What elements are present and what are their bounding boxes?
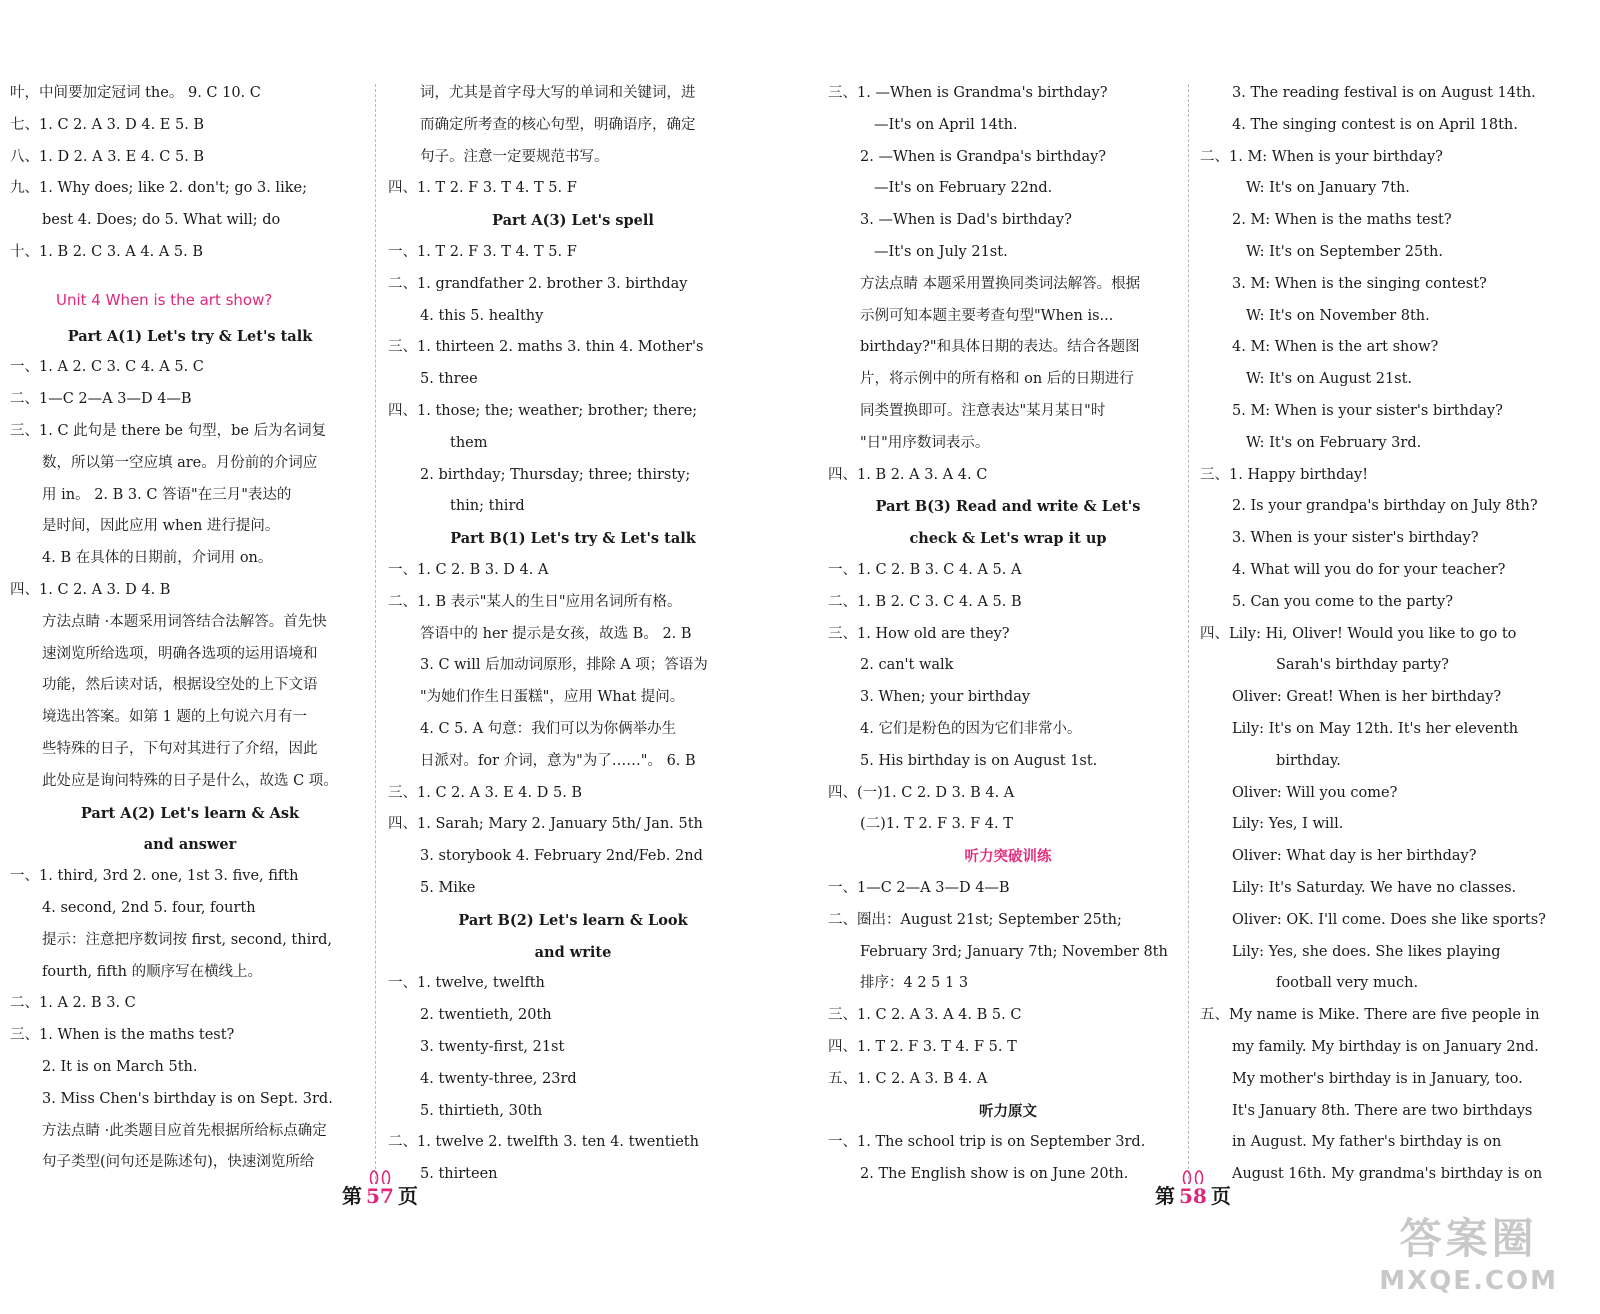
text-line: 2. —When is Grandpa's birthday? xyxy=(860,148,1107,165)
text-line: 四、Lily: Hi, Oliver! Would you like to go to xyxy=(1200,625,1517,642)
text-line: 4. M: When is the art show? xyxy=(1232,339,1439,356)
method-tip: 方法点睛 ·本题采用词答结合法解答。首先快 xyxy=(42,613,327,630)
text-line: 4. The singing contest is on April 18th. xyxy=(1232,116,1518,133)
column-2 xyxy=(388,78,758,1191)
text-line: 2. The English show is on June 20th. xyxy=(860,1166,1129,1183)
text-line: 提示：注意把序数词按 first, second, third, xyxy=(42,931,333,948)
column-divider xyxy=(375,84,376,1184)
text-line: 5. three xyxy=(420,371,478,388)
text-line: 3. —When is Dad's birthday? xyxy=(860,212,1072,229)
text-line: 是时间，因此应用 when 进行提问。 xyxy=(42,518,280,535)
text-line: It's January 8th. There are two birthdays xyxy=(1232,1102,1533,1119)
text-line: 5. thirteen xyxy=(420,1166,498,1183)
text-line: 4. 它们是粉色的因为它们非常小。 xyxy=(860,720,1082,737)
text-line: 2. It is on March 5th. xyxy=(42,1058,198,1075)
text-line: Lily: Yes, I will. xyxy=(1232,816,1344,833)
section-heading: check & Let's wrap it up xyxy=(909,530,1107,548)
text-line: August 16th. My grandma's birthday is on xyxy=(1232,1166,1543,1183)
section-heading: Part B(2) Let's learn & Look xyxy=(458,911,688,929)
page-label-pre: 第 xyxy=(342,1184,362,1208)
text-line: 3. The reading festival is on August 14th. xyxy=(1232,85,1536,101)
text-line: 3. storybook 4. February 2nd/Feb. 2nd xyxy=(420,848,703,865)
text-line: 词，尤其是首字母大写的单词和关键词，进 xyxy=(420,85,696,101)
page-number-value xyxy=(366,1184,394,1208)
text-line: 片，将示例中的所有格和 on 后的日期进行 xyxy=(860,371,1134,388)
text-line: W: It's on February 3rd. xyxy=(1246,434,1422,451)
text-line: 3. Miss Chen's birthday is on Sept. 3rd. xyxy=(42,1090,333,1107)
text-line: 二、1. A 2. B 3. C xyxy=(10,995,136,1012)
text-line: 答语中的 her 提示是女孩，故选 B。 2. B xyxy=(420,625,692,642)
text-line: 三、1. C 2. A 3. A 4. B 5. C xyxy=(828,1007,1022,1024)
text-line: 3. twenty-first, 21st xyxy=(420,1038,565,1055)
text-line: W: It's on August 21st. xyxy=(1246,371,1413,388)
section-heading: 听力原文 xyxy=(979,1102,1037,1120)
text-line: 一、1. twelve, twelfth xyxy=(388,975,545,992)
section-heading: Part A(3) Let's spell xyxy=(492,212,654,230)
text-line: 2. Is your grandpa's birthday on July 8th? xyxy=(1232,498,1538,515)
page-number xyxy=(1155,1180,1231,1209)
text-line: 2. can't walk xyxy=(860,657,954,674)
text-line: 排序：4 2 5 1 3 xyxy=(860,975,969,992)
text-line: 一、1. third, 3rd 2. one, 1st 3. five, fifth xyxy=(10,868,299,885)
text-line: 句子。注意一定要规范书写。 xyxy=(420,148,609,165)
text-line: 八、1. D 2. A 3. E 4. C 5. B xyxy=(10,148,205,165)
text-line: 一、1. T 2. F 3. T 4. T 5. F xyxy=(388,243,577,260)
text-line: 3. M: When is the singing contest? xyxy=(1232,275,1487,292)
text-line: 句子类型(问句还是陈述句)，快速浏览所给 xyxy=(42,1154,315,1171)
text-line: (二)1. T 2. F 3. F 4. T xyxy=(860,816,1013,833)
text-line: best 4. Does; do 5. What will; do xyxy=(42,212,281,229)
section-heading: and write xyxy=(534,943,612,961)
page-number xyxy=(342,1180,418,1209)
text-line: 境选出答案。如第 1 题的上句说六月有一 xyxy=(42,709,307,726)
page-label-post: 页 xyxy=(1210,1184,1231,1208)
text-line: W: It's on November 8th. xyxy=(1246,307,1430,324)
section-heading: Part B(1) Let's try & Let's talk xyxy=(450,530,696,548)
text-line: 5. His birthday is on August 1st. xyxy=(860,752,1098,769)
text-line: 九、1. Why does; like 2. don't; go 3. like; xyxy=(10,180,307,197)
column-4 xyxy=(1200,78,1570,1191)
text-line: 数，所以第一空应填 are。月份前的介词应 xyxy=(42,454,318,471)
text-line: 示例可知本题主要考查句型"When is... xyxy=(860,307,1114,324)
text-line: 5. Mike xyxy=(420,879,476,896)
text-line: 四、1. those; the; weather; brother; there; xyxy=(388,402,698,419)
text-line: 四、1. C 2. A 3. D 4. B xyxy=(10,581,171,598)
section-heading: Part A(2) Let's learn & Ask xyxy=(80,804,300,822)
text-line: birthday. xyxy=(1276,752,1341,769)
text-line: 二、1. twelve 2. twelfth 3. ten 4. twentieth xyxy=(388,1134,699,1151)
text-line: 5. thirtieth, 30th xyxy=(420,1102,543,1119)
text-line: 4. twenty-three, 23rd xyxy=(420,1070,577,1087)
text-line: 些特殊的日子，下句对其进行了介绍，因此 xyxy=(42,740,318,757)
text-line: 4. B 在具体的日期前，介词用 on。 xyxy=(42,550,273,567)
text-line: 2. birthday; Thursday; three; thirsty; xyxy=(420,466,691,483)
text-line: 一、1. The school trip is on September 3rd. xyxy=(828,1134,1146,1151)
text-line: 七、1. C 2. A 3. D 4. E 5. B xyxy=(10,116,205,133)
text-line: 3. When; your birthday xyxy=(860,689,1031,706)
text-line: February 3rd; January 7th; November 8th xyxy=(860,943,1168,960)
page-label-pre: 第 xyxy=(1155,1184,1175,1208)
text-line: W: It's on January 7th. xyxy=(1246,180,1410,197)
method-tip: 方法点睛 ·此类题目应首先根据所给标点确定 xyxy=(42,1122,327,1139)
column-divider xyxy=(1188,84,1189,1184)
text-line: 一、1. C 2. B 3. C 4. A 5. A xyxy=(828,561,1022,578)
text-line: 叶，中间要加定冠词 the。 9. C 10. C xyxy=(10,85,261,101)
method-tip: 方法点睛 本题采用置换同类词法解答。根据 xyxy=(860,275,1141,292)
text-line: 三、1. Happy birthday! xyxy=(1200,466,1369,483)
section-heading: Part A(1) Let's try & Let's talk xyxy=(67,327,313,345)
text-line: Lily: It's on May 12th. It's her eleventh xyxy=(1232,720,1519,737)
text-line: 三、1. When is the maths test? xyxy=(10,1027,235,1044)
text-line: —It's on April 14th. xyxy=(874,116,1018,133)
text-line: 3. When is your sister's birthday? xyxy=(1232,530,1479,547)
text-line: 四、1. T 2. F 3. T 4. F 5. T xyxy=(828,1038,1017,1055)
text-line: "为她们作生日蛋糕"，应用 What 提问。 xyxy=(420,689,685,706)
text-line: 4. C 5. A 句意：我们可以为你俩举办生 xyxy=(420,720,677,737)
column-1 xyxy=(10,78,370,1179)
text-line: Oliver: Great! When is her birthday? xyxy=(1232,689,1502,706)
text-line: 5. Can you come to the party? xyxy=(1232,593,1453,610)
text-line: Sarah's birthday party? xyxy=(1276,657,1449,674)
bunny-ears-icon xyxy=(366,1170,394,1184)
text-line: 2. twentieth, 20th xyxy=(420,1007,552,1024)
text-line: 功能，然后读对话，根据设空处的上下文语 xyxy=(42,677,318,694)
listening-heading: 听力突破训练 xyxy=(964,848,1052,866)
text-line: 十、1. B 2. C 3. A 4. A 5. B xyxy=(10,243,204,260)
text-line: 三、1. —When is Grandma's birthday? xyxy=(828,85,1108,101)
page-number-text: 58 xyxy=(1179,1184,1207,1208)
text-line: thin; third xyxy=(450,498,525,515)
text-line: 2. M: When is the maths test? xyxy=(1232,212,1452,229)
text-line: "日"用序数词表示。 xyxy=(860,434,990,451)
text-line: 同类置换即可。注意表达"某月某日"时 xyxy=(860,402,1106,419)
text-line: 3. C will 后加动词原形，排除 A 项；答语为 xyxy=(420,657,708,674)
text-line: 四、1. Sarah; Mary 2. January 5th/ Jan. 5th xyxy=(388,816,703,833)
text-line: 4. What will you do for your teacher? xyxy=(1232,561,1506,578)
text-line: my family. My birthday is on January 2nd. xyxy=(1232,1038,1539,1055)
text-line: them xyxy=(450,434,488,451)
text-line: —It's on July 21st. xyxy=(874,243,1008,260)
column-3 xyxy=(828,78,1188,1191)
watermark-url: MXQE.COM xyxy=(1379,1266,1558,1296)
text-line: Lily: It's Saturday. We have no classes. xyxy=(1232,879,1517,896)
text-line: birthday?"和具体日期的表达。结合各题图 xyxy=(860,339,1140,356)
text-line: football very much. xyxy=(1276,975,1419,992)
text-line: 此处应是询问特殊的日子是什么，故选 C 项。 xyxy=(42,772,338,789)
text-line: 三、1. thirteen 2. maths 3. thin 4. Mother's xyxy=(388,339,704,356)
text-line: Lily: Yes, she does. She likes playing xyxy=(1232,943,1501,960)
text-line: 二、1. B 2. C 3. C 4. A 5. B xyxy=(828,593,1022,610)
text-line: 一、1. A 2. C 3. C 4. A 5. C xyxy=(10,359,204,376)
text-line: 二、1. B 表示"某人的生日"应用名词所有格。 xyxy=(388,593,682,610)
text-line: 二、1—C 2—A 3—D 4—B xyxy=(10,391,192,408)
text-line: 四、1. T 2. F 3. T 4. T 5. F xyxy=(388,180,577,197)
text-line: W: It's on September 25th. xyxy=(1246,243,1443,260)
text-line: 二、1. M: When is your birthday? xyxy=(1200,148,1443,165)
unit-heading: Unit 4 When is the art show? xyxy=(56,290,273,309)
text-line: Oliver: OK. I'll come. Does she like sports? xyxy=(1232,911,1546,928)
bunny-ears-icon xyxy=(1179,1170,1207,1184)
page-label-post: 页 xyxy=(397,1184,418,1208)
watermark-logo xyxy=(1379,1206,1558,1296)
text-line: 用 in。 2. B 3. C 答语"在三月"表达的 xyxy=(42,486,292,503)
watermark-title: 答案圈 xyxy=(1399,1214,1538,1263)
text-line: 三、1. How old are they? xyxy=(828,625,1010,642)
page-number-text: 57 xyxy=(366,1184,394,1208)
text-line: 二、1. grandfather 2. brother 3. birthday xyxy=(388,275,688,292)
text-line: 一、1—C 2—A 3—D 4—B xyxy=(828,879,1010,896)
text-line: 四、(一)1. C 2. D 3. B 4. A xyxy=(828,784,1015,801)
text-line: 五、1. C 2. A 3. B 4. A xyxy=(828,1070,988,1087)
page-number-value xyxy=(1179,1184,1207,1208)
text-line: Oliver: What day is her birthday? xyxy=(1232,848,1477,865)
text-line: 三、1. C 2. A 3. E 4. D 5. B xyxy=(388,784,583,801)
text-line: 二、圈出：August 21st; September 25th; xyxy=(828,911,1122,928)
text-line: 5. M: When is your sister's birthday? xyxy=(1232,402,1503,419)
text-line: Oliver: Will you come? xyxy=(1232,784,1398,801)
text-line: 4. this 5. healthy xyxy=(420,307,544,324)
text-line: 日派对。for 介词，意为"为了……"。 6. B xyxy=(420,752,696,769)
text-line: in August. My father's birthday is on xyxy=(1232,1134,1502,1151)
text-line: 一、1. C 2. B 3. D 4. A xyxy=(388,561,549,578)
section-heading: Part B(3) Read and write & Let's xyxy=(875,498,1141,516)
text-line: 速浏览所给选项，明确各选项的运用语境和 xyxy=(42,645,318,662)
text-line: My mother's birthday is in January, too. xyxy=(1232,1070,1523,1087)
text-line: —It's on February 22nd. xyxy=(874,180,1053,197)
text-line: fourth, fifth 的顺序写在横线上。 xyxy=(42,963,263,980)
text-line: 五、My name is Mike. There are five people in xyxy=(1200,1007,1540,1024)
text-line: 四、1. B 2. A 3. A 4. C xyxy=(828,466,988,483)
text-line: 三、1. C 此句是 there be 句型，be 后为名词复 xyxy=(10,422,327,439)
page-58 xyxy=(800,0,1600,1314)
text-line: 4. second, 2nd 5. four, fourth xyxy=(42,899,256,916)
text-line: 而确定所考查的核心句型，明确语序，确定 xyxy=(420,116,696,133)
section-heading: and answer xyxy=(143,836,237,854)
